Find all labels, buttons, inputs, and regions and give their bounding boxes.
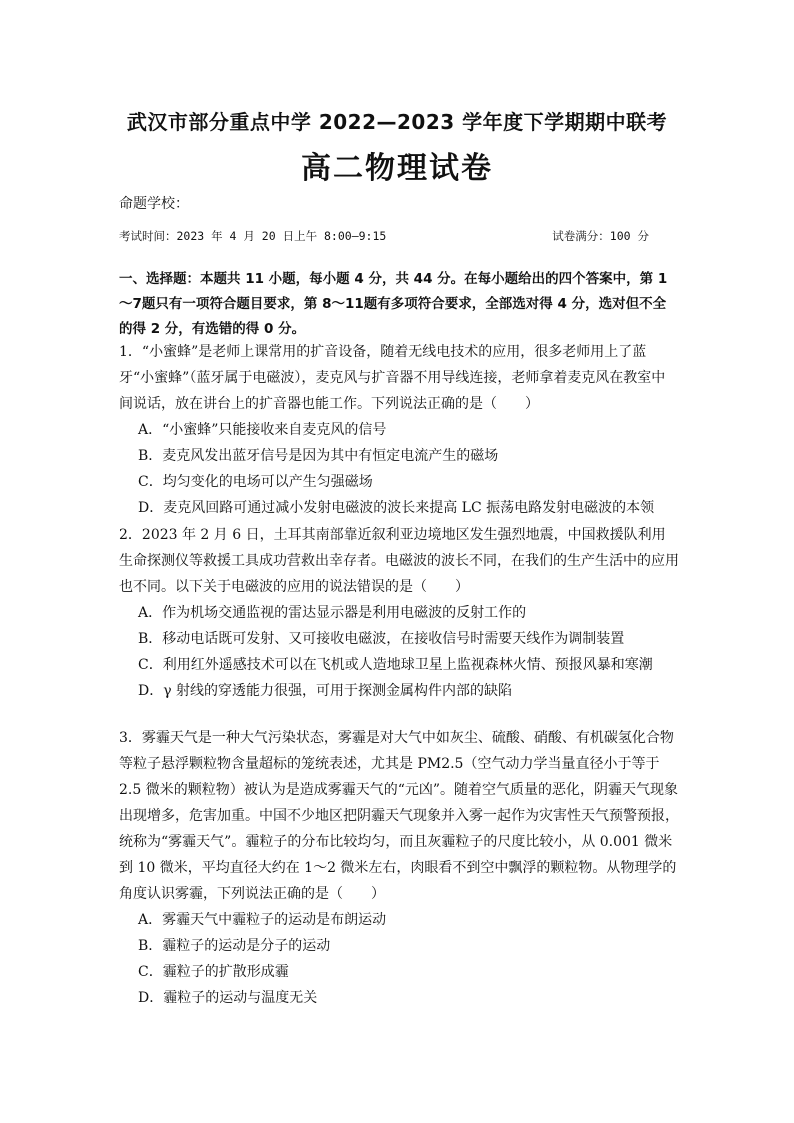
option-a: A．作为机场交通监视的雷达显示器是利用电磁波的反射工作的 [138, 605, 527, 621]
question-2 [119, 522, 679, 704]
exam-title: 武汉市部分重点中学 2022—2023 学年度下学期期中联考 [126, 110, 668, 134]
exam-subject-title: 高二物理试卷 [301, 151, 493, 186]
option-b: B．移动电话既可发射、又可接收电磁波，在接收信号时需要天线作为调制装置 [138, 631, 625, 647]
option-c: C．利用红外遥感技术可以在飞机或人造地球卫星上监视森林火情、预报风暴和寒潮 [138, 657, 653, 673]
question-3 [119, 725, 679, 1011]
exam-meta [119, 228, 659, 244]
question-stem: 1．“小蜜蜂”是老师上课常用的扩音设备，随着无线电技术的应用，很多老师用上了蓝牙“小蜜蜂”（蓝牙属于电磁波），麦克风与扩音器不用导线连接，老师拿着麦克风在教室中间说话，放在讲台上的扩音器也能工作。下列说法正确的是（ ） [119, 344, 666, 412]
option-d: D．麦克风回路可通过减小发射电磁波的波长来提高 LC 振荡电路发射电磁波的本领 [138, 500, 655, 516]
option-c: C．均匀变化的电场可以产生匀强磁场 [138, 474, 373, 490]
question-stem: 2．2023 年 2 月 6 日，土耳其南部靠近叙利亚边境地区发生强烈地震，中国救援队利用生命探测仪等救援工具成功营救出幸存者。电磁波的波长不同，在我们的生产生活中的应用也不同。以下关于电磁波的应用的说法错误的是（ ） [119, 527, 679, 595]
option-d: D．γ 射线的穿透能力很强，可用于探测金属构件内部的缺陷 [138, 683, 513, 699]
option-a: A．雾霾天气中霾粒子的运动是布朗运动 [138, 912, 387, 928]
option-d: D．霾粒子的运动与温度无关 [138, 990, 318, 1006]
full-score: 试卷满分：100 分 [552, 229, 649, 243]
option-c: C．霾粒子的扩散形成霾 [138, 964, 289, 980]
section-instructions: 一、选择题：本题共 11 小题，每小题 4 分，共 44 分。在每小题给出的四个答案中，第 1～7题只有一项符合题目要求，第 8～11题有多项符合要求，全部选对得 4 分，选对但不全的得 2 分，有选错的得 0 分。 [119, 271, 668, 337]
question-1 [119, 339, 679, 521]
option-b: B．麦克风发出蓝牙信号是因为其中有恒定电流产生的磁场 [138, 448, 499, 464]
exam-time: 考试时间：2023 年 4 月 20 日上午 8:00—9:15 [119, 229, 387, 243]
question-stem: 3．雾霾天气是一种大气污染状态，雾霾是对大气中如灰尘、硫酸、硝酸、有机碳氢化合物等粒子悬浮颗粒物含量超标的笼统表述，尤其是 PM2.5（空气动力学当量直径小于等于 2.5 微米的颗粒物）被认为是造成雾霾天气的“元凶”。随着空气质量的恶化，阴霾天气现象出现增多，危害加重。中国不少地区把阴霾天气现象并入雾一起作为灾害性天气预警预报，统称为“雾霾天气”。霾粒子的分布比较均匀，而且灰霾粒子的尺度比较小，从 0.001 微米到 10 微米，平均直径大约在 1～2 微米左右，肉眼看不到空中飘浮的颗粒物。从物理学的角度认识雾霾，下列说法正确的是（ ） [119, 730, 679, 902]
option-b: B．霾粒子的运动是分子的运动 [138, 938, 331, 954]
proposing-school: 命题学校： [119, 196, 189, 212]
option-a: A．“小蜜蜂”只能接收来自麦克风的信号 [138, 422, 387, 438]
